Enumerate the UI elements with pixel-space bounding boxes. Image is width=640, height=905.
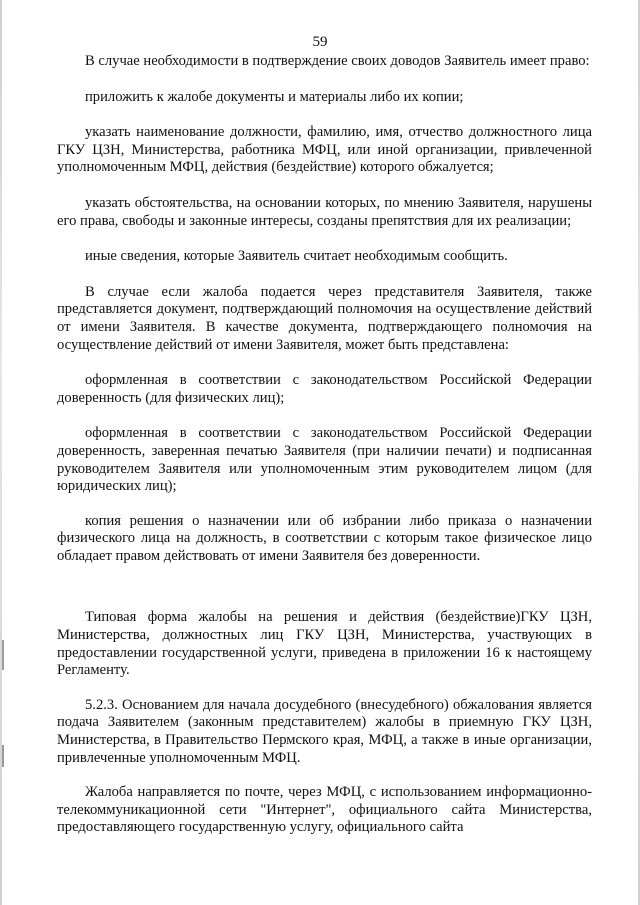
scan-margin-mark (2, 640, 4, 670)
paragraph-section-5-2-3: 5.2.3. Основанием для начала досудебного (внесудебного) обжалования является подача Заявителем (законным представителем) жалобы в приемную ГКУ ЦЗН, Министерства, в Правительство Пермского края, МФЦ, а также в иные организации, привлеченные уполномоченным МФЦ. (57, 696, 592, 766)
list-item-power-of-attorney-legal: оформленная в соответствии с законодательством Российской Федерации доверенность, заверенная печатью Заявителя (при наличии печати) и подписанная руководителем Заявителя или уполномоченным этим руководителем лицом (для юридических лиц); (57, 425, 592, 495)
paragraph-right-to-attach-intro: В случае необходимости в подтверждение своих доводов Заявитель имеет право: (85, 53, 590, 69)
list-item-specify-circumstances: указать обстоятельства, на основании которых, по мнению Заявителя, нарушены его права, свободы и законные интересы, созданы препятствия для их реализации; (57, 194, 592, 229)
list-item-attach-documents: приложить к жалобе документы и материалы либо их копии; (85, 88, 464, 105)
list-item-other-info: иные сведения, которые Заявитель считает необходимым сообщить. (85, 248, 508, 265)
list-item-power-of-attorney-individual: оформленная в соответствии с законодательством Российской Федерации доверенность (для физических лиц); (57, 372, 592, 406)
document-body (57, 53, 592, 837)
paragraph-complaint-channels: Жалоба направляется по почте, через МФЦ, с использованием информационно-телекоммуникационной сети "Интернет", официального сайта Министерства, предоставляющего государственную услугу, официального сайта (57, 784, 592, 836)
list-item-appointment-copy: копия решения о назначении или об избрании либо приказа о назначении физического лица на должность, в соответствии с которым такое физическое лицо обладает правом действовать от имени Заявителя без доверенности. (57, 512, 592, 564)
paragraph-standard-complaint-form: Типовая форма жалобы на решения и действия (бездействие)ГКУ ЦЗН, Министерства, должностных лиц ГКУ ЦЗН, Министерства, участвующих в предоставлении государственной услуги, приведена в приложении 16 к настоящему Регламенту. (57, 609, 592, 679)
scan-left-edge (0, 0, 2, 905)
paragraph-representative: В случае если жалоба подается через представителя Заявителя, также представляется документ, подтверждающий полномочия на осуществление действий от имени Заявителя. В качестве документа, подтверждающего полномочия на осуществление действий от имени Заявителя, может быть представлена: (57, 283, 592, 353)
page-number: 59 (312, 34, 328, 50)
list-item-specify-official: указать наименование должности, фамилию, имя, отчество должностного лица ГКУ ЦЗН, Министерства, работника МФЦ, или иной организации, привлеченной уполномоченным МФЦ, действия (бездействие) которого обжалуется; (57, 124, 592, 176)
scan-margin-mark (2, 745, 4, 767)
